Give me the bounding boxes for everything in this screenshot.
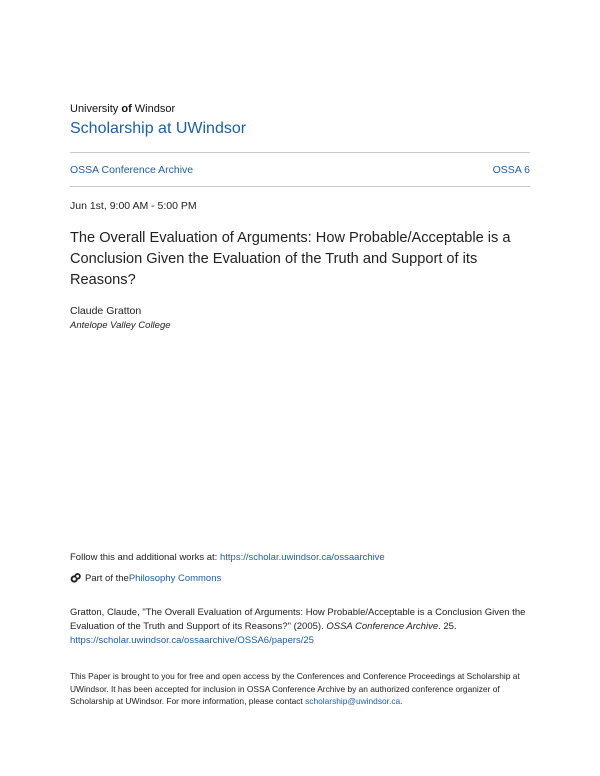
- philosophy-commons-link[interactable]: Philosophy Commons: [128, 572, 222, 584]
- part-of-line: Part of the Philosophy Commons: [70, 572, 221, 584]
- archive-link[interactable]: OSSA Conference Archive: [70, 164, 194, 176]
- contact-email-link[interactable]: scholarship@uwindsor.ca: [305, 696, 401, 706]
- footer-notice: This Paper is brought to you for free and open access by the Conferences and Conference Proceedings at Scholarship at UWindsor. It has been accepted for inclusion in OSSA Conference Archive by an authorized conference organizer of Scholarship at UWindsor. For more information, please contact scholarship@uwindsor.ca.: [70, 671, 520, 706]
- follow-url-link[interactable]: https://scholar.uwindsor.ca/ossaarchive: [219, 552, 385, 563]
- bottom-divider: [70, 186, 530, 187]
- citation-url-link[interactable]: https://scholar.uwindsor.ca/ossaarchive/OSSA6/papers/25: [70, 635, 314, 646]
- creative-commons-icon: [70, 572, 82, 584]
- university-name: University of Windsor: [70, 103, 176, 115]
- site-title-link[interactable]: Scholarship at UWindsor: [70, 120, 247, 137]
- top-divider: [70, 152, 530, 153]
- citation-block: Gratton, Claude, "The Overall Evaluation of Arguments: How Probable/Acceptable is a Conclusion Given the Evaluation of the Truth and Support of its Reasons?" (2005). OSSA Conference Archive. 25. https://scholar.uwindsor.ca/ossaarchive/OSSA6/papers/25: [70, 607, 526, 646]
- session-date: Jun 1st, 9:00 AM - 5:00 PM: [70, 200, 197, 212]
- follow-line: Follow this and additional works at: https://scholar.uwindsor.ca/ossaarchive: [70, 552, 385, 563]
- author-affiliation: Antelope Valley College: [70, 320, 171, 331]
- paper-title: The Overall Evaluation of Arguments: How Probable/Acceptable is a Conclusion Given the Evaluation of the Truth and Support of its Reasons?: [70, 230, 511, 288]
- ossa-link[interactable]: OSSA 6: [492, 164, 530, 176]
- author-name: Claude Gratton: [70, 305, 142, 317]
